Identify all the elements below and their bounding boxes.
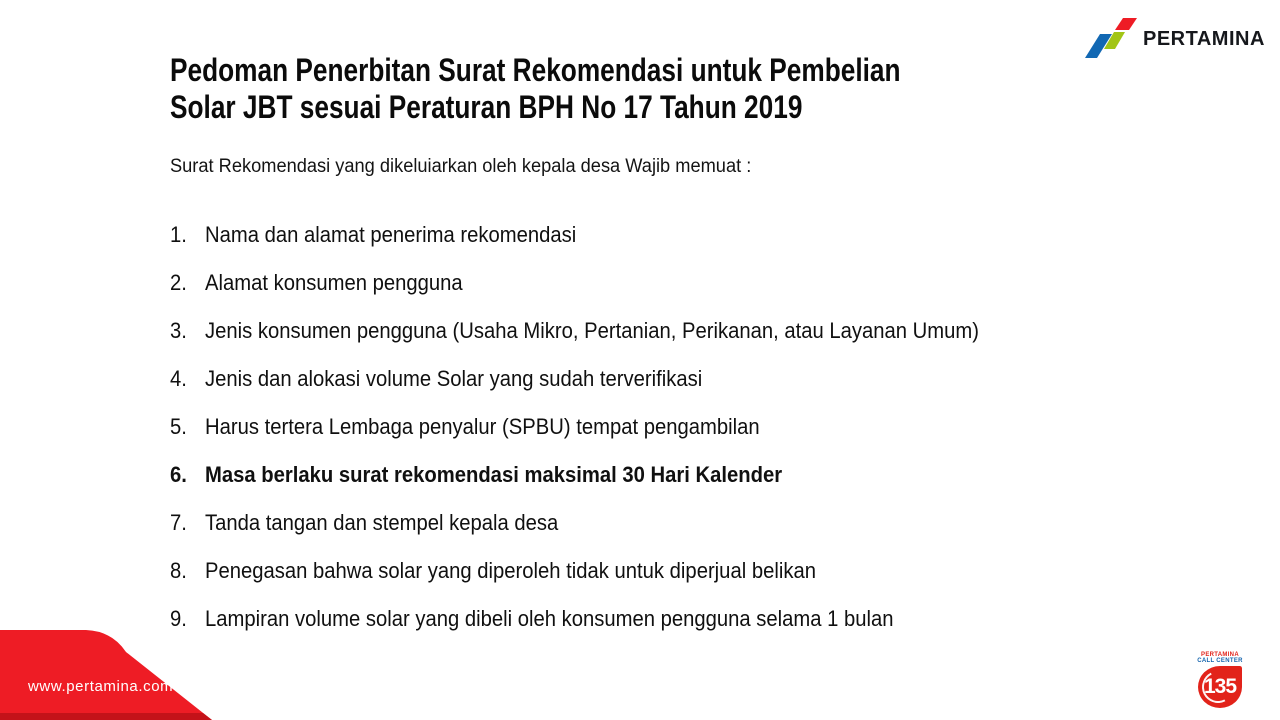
list-item-text: Masa berlaku surat rekomendasi maksimal 30 Hari Kalender — [204, 462, 783, 487]
list-item-number: 4. — [170, 366, 187, 391]
requirements-list — [170, 222, 1049, 654]
call-center-label: CALL CENTER — [1197, 658, 1243, 664]
call-center-135-logo — [1194, 652, 1246, 708]
list-item-number: 5. — [170, 414, 187, 439]
list-item-text: Lampiran volume solar yang dibeli oleh konsumen pengguna selama 1 bulan — [204, 606, 894, 631]
list-item-number: 6. — [170, 462, 187, 487]
list-item-number: 1. — [170, 222, 187, 247]
list-item-9 — [170, 606, 979, 654]
call-center-brand-label: PERTAMINA — [1201, 652, 1239, 658]
footer-ribbon — [0, 625, 230, 720]
call-center-drop-icon — [1198, 666, 1242, 708]
list-item-1 — [170, 222, 979, 270]
page-title — [170, 52, 901, 126]
list-item-text: Jenis dan alokasi volume Solar yang sudah terverifikasi — [204, 366, 703, 391]
list-item-text: Penegasan bahwa solar yang diperoleh tidak untuk diperjual belikan — [204, 558, 816, 583]
list-item-text: Jenis konsumen pengguna (Usaha Mikro, Pertanian, Perikanan, atau Layanan Umum) — [204, 318, 980, 343]
list-item-number: 2. — [170, 270, 187, 295]
pertamina-arrow-icon — [1085, 18, 1137, 60]
list-item-number: 7. — [170, 510, 187, 535]
list-item-5 — [170, 414, 979, 462]
list-item-text: Harus tertera Lembaga penyalur (SPBU) tempat pengambilan — [204, 414, 760, 439]
footer-ribbon-shape — [0, 625, 230, 720]
list-item-text: Tanda tangan dan stempel kepala desa — [204, 510, 559, 535]
list-item-8 — [170, 558, 979, 606]
call-center-number: 135 — [1203, 675, 1237, 698]
subtitle: Surat Rekomendasi yang dikeluiarkan oleh kepala desa Wajib memuat : — [170, 156, 752, 177]
list-item-number: 9. — [170, 606, 187, 631]
list-item-6 — [170, 462, 979, 510]
list-item-number: 3. — [170, 318, 187, 343]
page-title-line2: Solar JBT sesuai Peraturan BPH No 17 Tahun 2019 — [170, 89, 803, 125]
website-link: www.pertamina.com — [28, 678, 174, 695]
list-item-text: Alamat konsumen pengguna — [204, 270, 463, 295]
list-item-7 — [170, 510, 979, 558]
list-item-3 — [170, 318, 979, 366]
pertamina-wordmark: PERTAMINA — [1143, 27, 1265, 50]
list-item-text: Nama dan alamat penerima rekomendasi — [204, 222, 577, 247]
list-item-4 — [170, 366, 979, 414]
list-item-number: 8. — [170, 558, 187, 583]
pertamina-logo — [1085, 18, 1265, 60]
page-title-line1: Pedoman Penerbitan Surat Rekomendasi untuk Pembelian — [170, 52, 901, 88]
list-item-2 — [170, 270, 979, 318]
